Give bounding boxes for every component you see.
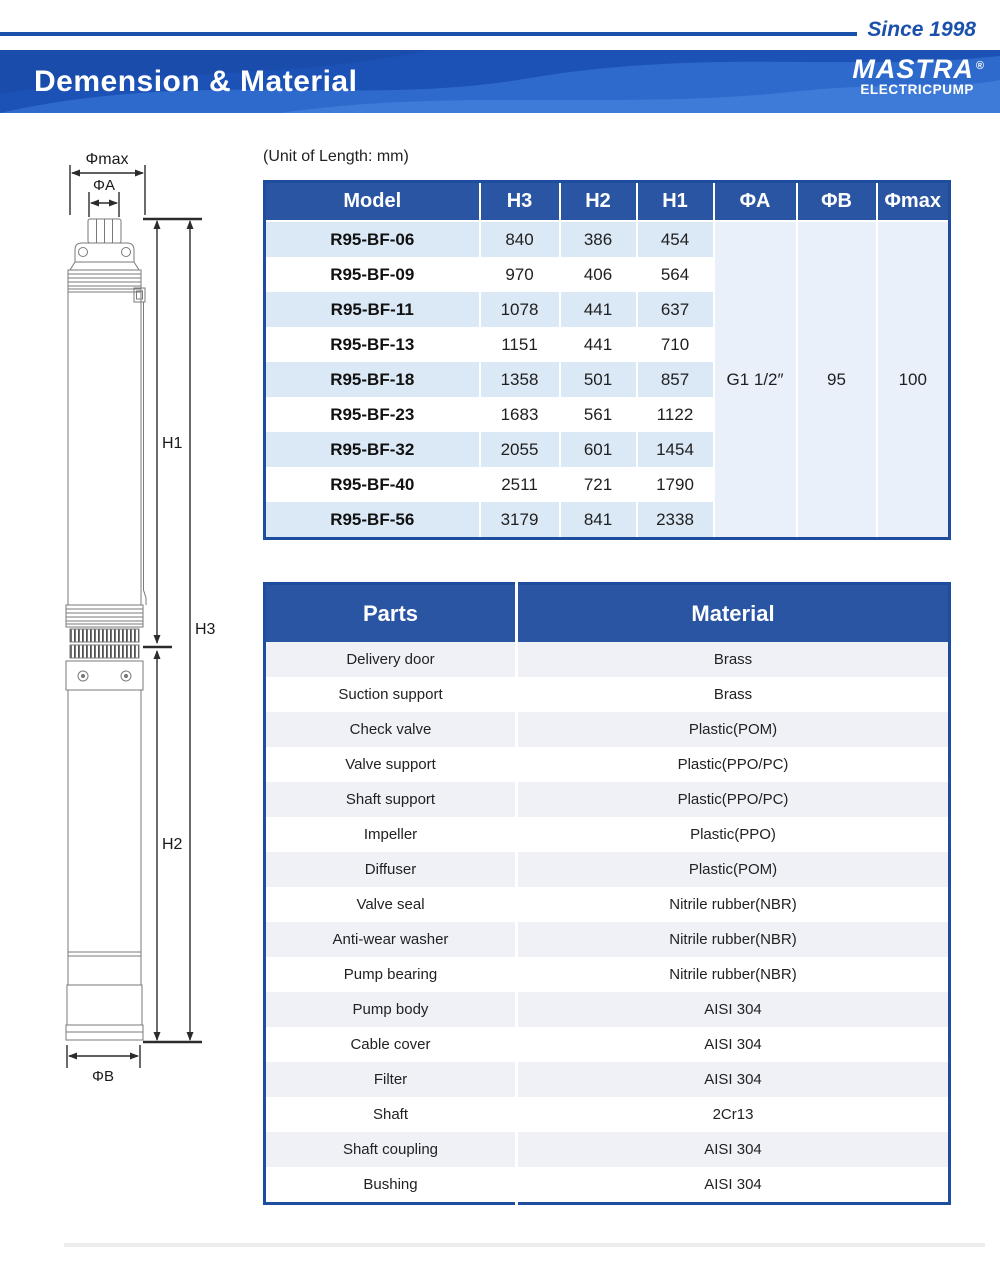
top-divider-rule [0,32,857,36]
model-cell: R95-BF-56 [265,502,480,539]
h3-value-cell: 970 [480,257,560,292]
material-cell: Nitrile rubber(NBR) [517,887,950,922]
model-cell: R95-BF-13 [265,327,480,362]
h2-value-cell: 441 [560,327,637,362]
part-name-cell: Suction support [265,677,517,712]
material-cell: Plastic(PPO/PC) [517,747,950,782]
material-cell: AISI 304 [517,1167,950,1204]
parts-row [265,1167,950,1204]
col-header-h1: H1 [637,182,714,222]
material-cell: Brass [517,642,950,677]
col-header-h2: H2 [560,182,637,222]
model-cell: R95-BF-06 [265,221,480,257]
col-header-phi-max: Φmax [877,182,950,222]
material-cell: Nitrile rubber(NBR) [517,957,950,992]
material-cell: 2Cr13 [517,1097,950,1132]
h2-value-cell: 441 [560,292,637,327]
h1-value-cell: 2338 [637,502,714,539]
h1-label: H1 [162,435,183,452]
phi-b-label: ΦB [92,1068,114,1085]
part-name-cell: Valve support [265,747,517,782]
parts-row [265,957,950,992]
h3-value-cell: 2511 [480,467,560,502]
part-name-cell: Bushing [265,1167,517,1204]
h3-value-cell: 1358 [480,362,560,397]
parts-row [265,677,950,712]
col-header-phi-a: ΦA [714,182,797,222]
h3-value-cell: 1151 [480,327,560,362]
parts-row [265,1062,950,1097]
material-cell: Plastic(PPO/PC) [517,782,950,817]
part-name-cell: Impeller [265,817,517,852]
parts-table-body [265,642,950,1204]
brand-name: MASTRA [852,54,974,84]
parts-row [265,782,950,817]
model-cell: R95-BF-11 [265,292,480,327]
part-name-cell: Delivery door [265,642,517,677]
since-text: Since 1998 [867,18,976,41]
material-cell: AISI 304 [517,1062,950,1097]
material-cell: AISI 304 [517,1027,950,1062]
h3-value-cell: 1683 [480,397,560,432]
brand-logo [852,55,982,98]
material-cell: Plastic(POM) [517,852,950,887]
parts-row [265,852,950,887]
part-name-cell: Filter [265,1062,517,1097]
col-header-model: Model [265,182,480,222]
part-name-cell: Valve seal [265,887,517,922]
model-cell: R95-BF-32 [265,432,480,467]
col-header-phi-b: ΦB [797,182,877,222]
model-cell: R95-BF-09 [265,257,480,292]
model-cell: R95-BF-23 [265,397,480,432]
parts-row [265,887,950,922]
part-name-cell: Check valve [265,712,517,747]
parts-table-header-row [265,584,950,643]
part-name-cell: Pump bearing [265,957,517,992]
part-name-cell: Shaft [265,1097,517,1132]
h1-value-cell: 564 [637,257,714,292]
dimension-row [265,221,950,257]
phi-b-value-cell: 95 [797,221,877,539]
h3-value-cell: 1078 [480,292,560,327]
phi-max-label: Φmax [85,151,129,168]
registered-mark-icon: ® [975,60,984,72]
phi-a-label: ΦA [93,177,115,194]
parts-material-table [263,582,951,1205]
h2-value-cell: 386 [560,221,637,257]
dimension-table-body [265,221,950,539]
model-cell: R95-BF-40 [265,467,480,502]
h2-value-cell: 501 [560,362,637,397]
h3-value-cell: 2055 [480,432,560,467]
h2-value-cell: 721 [560,467,637,502]
page-title: Demension & Material [34,64,358,98]
pump-outline [66,219,146,1040]
parts-row [265,1027,950,1062]
h1-value-cell: 454 [637,221,714,257]
part-name-cell: Anti-wear washer [265,922,517,957]
material-cell: Plastic(PPO) [517,817,950,852]
h3-value-cell: 3179 [480,502,560,539]
unit-of-length-note: (Unit of Length: mm) [263,148,409,165]
footer-divider-rule [64,1243,985,1247]
phi-max-value-cell: 100 [877,221,950,539]
h1-value-cell: 1454 [637,432,714,467]
parts-row [265,642,950,677]
h2-label: H2 [162,836,183,853]
h2-value-cell: 841 [560,502,637,539]
parts-row [265,1097,950,1132]
material-cell: Brass [517,677,950,712]
h1-value-cell: 710 [637,327,714,362]
dimension-table-header-row [265,182,950,222]
brand-subtitle: ELECTRICPUMP [860,82,975,98]
material-cell: AISI 304 [517,992,950,1027]
part-name-cell: Cable cover [265,1027,517,1062]
part-name-cell: Shaft coupling [265,1132,517,1167]
h1-value-cell: 1122 [637,397,714,432]
col-header-parts: Parts [265,584,517,643]
parts-row [265,922,950,957]
h2-value-cell: 561 [560,397,637,432]
parts-row [265,992,950,1027]
material-cell: Nitrile rubber(NBR) [517,922,950,957]
pump-dimension-diagram [30,140,260,1090]
part-name-cell: Pump body [265,992,517,1027]
col-header-h3: H3 [480,182,560,222]
part-name-cell: Shaft support [265,782,517,817]
h2-value-cell: 406 [560,257,637,292]
part-name-cell: Diffuser [265,852,517,887]
h3-label: H3 [195,621,216,638]
dimension-table [263,180,951,540]
h2-value-cell: 601 [560,432,637,467]
h1-value-cell: 637 [637,292,714,327]
header-banner [0,50,1000,113]
h3-value-cell: 840 [480,221,560,257]
material-cell: AISI 304 [517,1132,950,1167]
parts-row [265,712,950,747]
parts-row [265,817,950,852]
parts-row [265,747,950,782]
phi-a-value-cell: G1 1/2″ [714,221,797,539]
h1-value-cell: 857 [637,362,714,397]
material-cell: Plastic(POM) [517,712,950,747]
col-header-material: Material [517,584,950,643]
parts-row [265,1132,950,1167]
h1-value-cell: 1790 [637,467,714,502]
model-cell: R95-BF-18 [265,362,480,397]
